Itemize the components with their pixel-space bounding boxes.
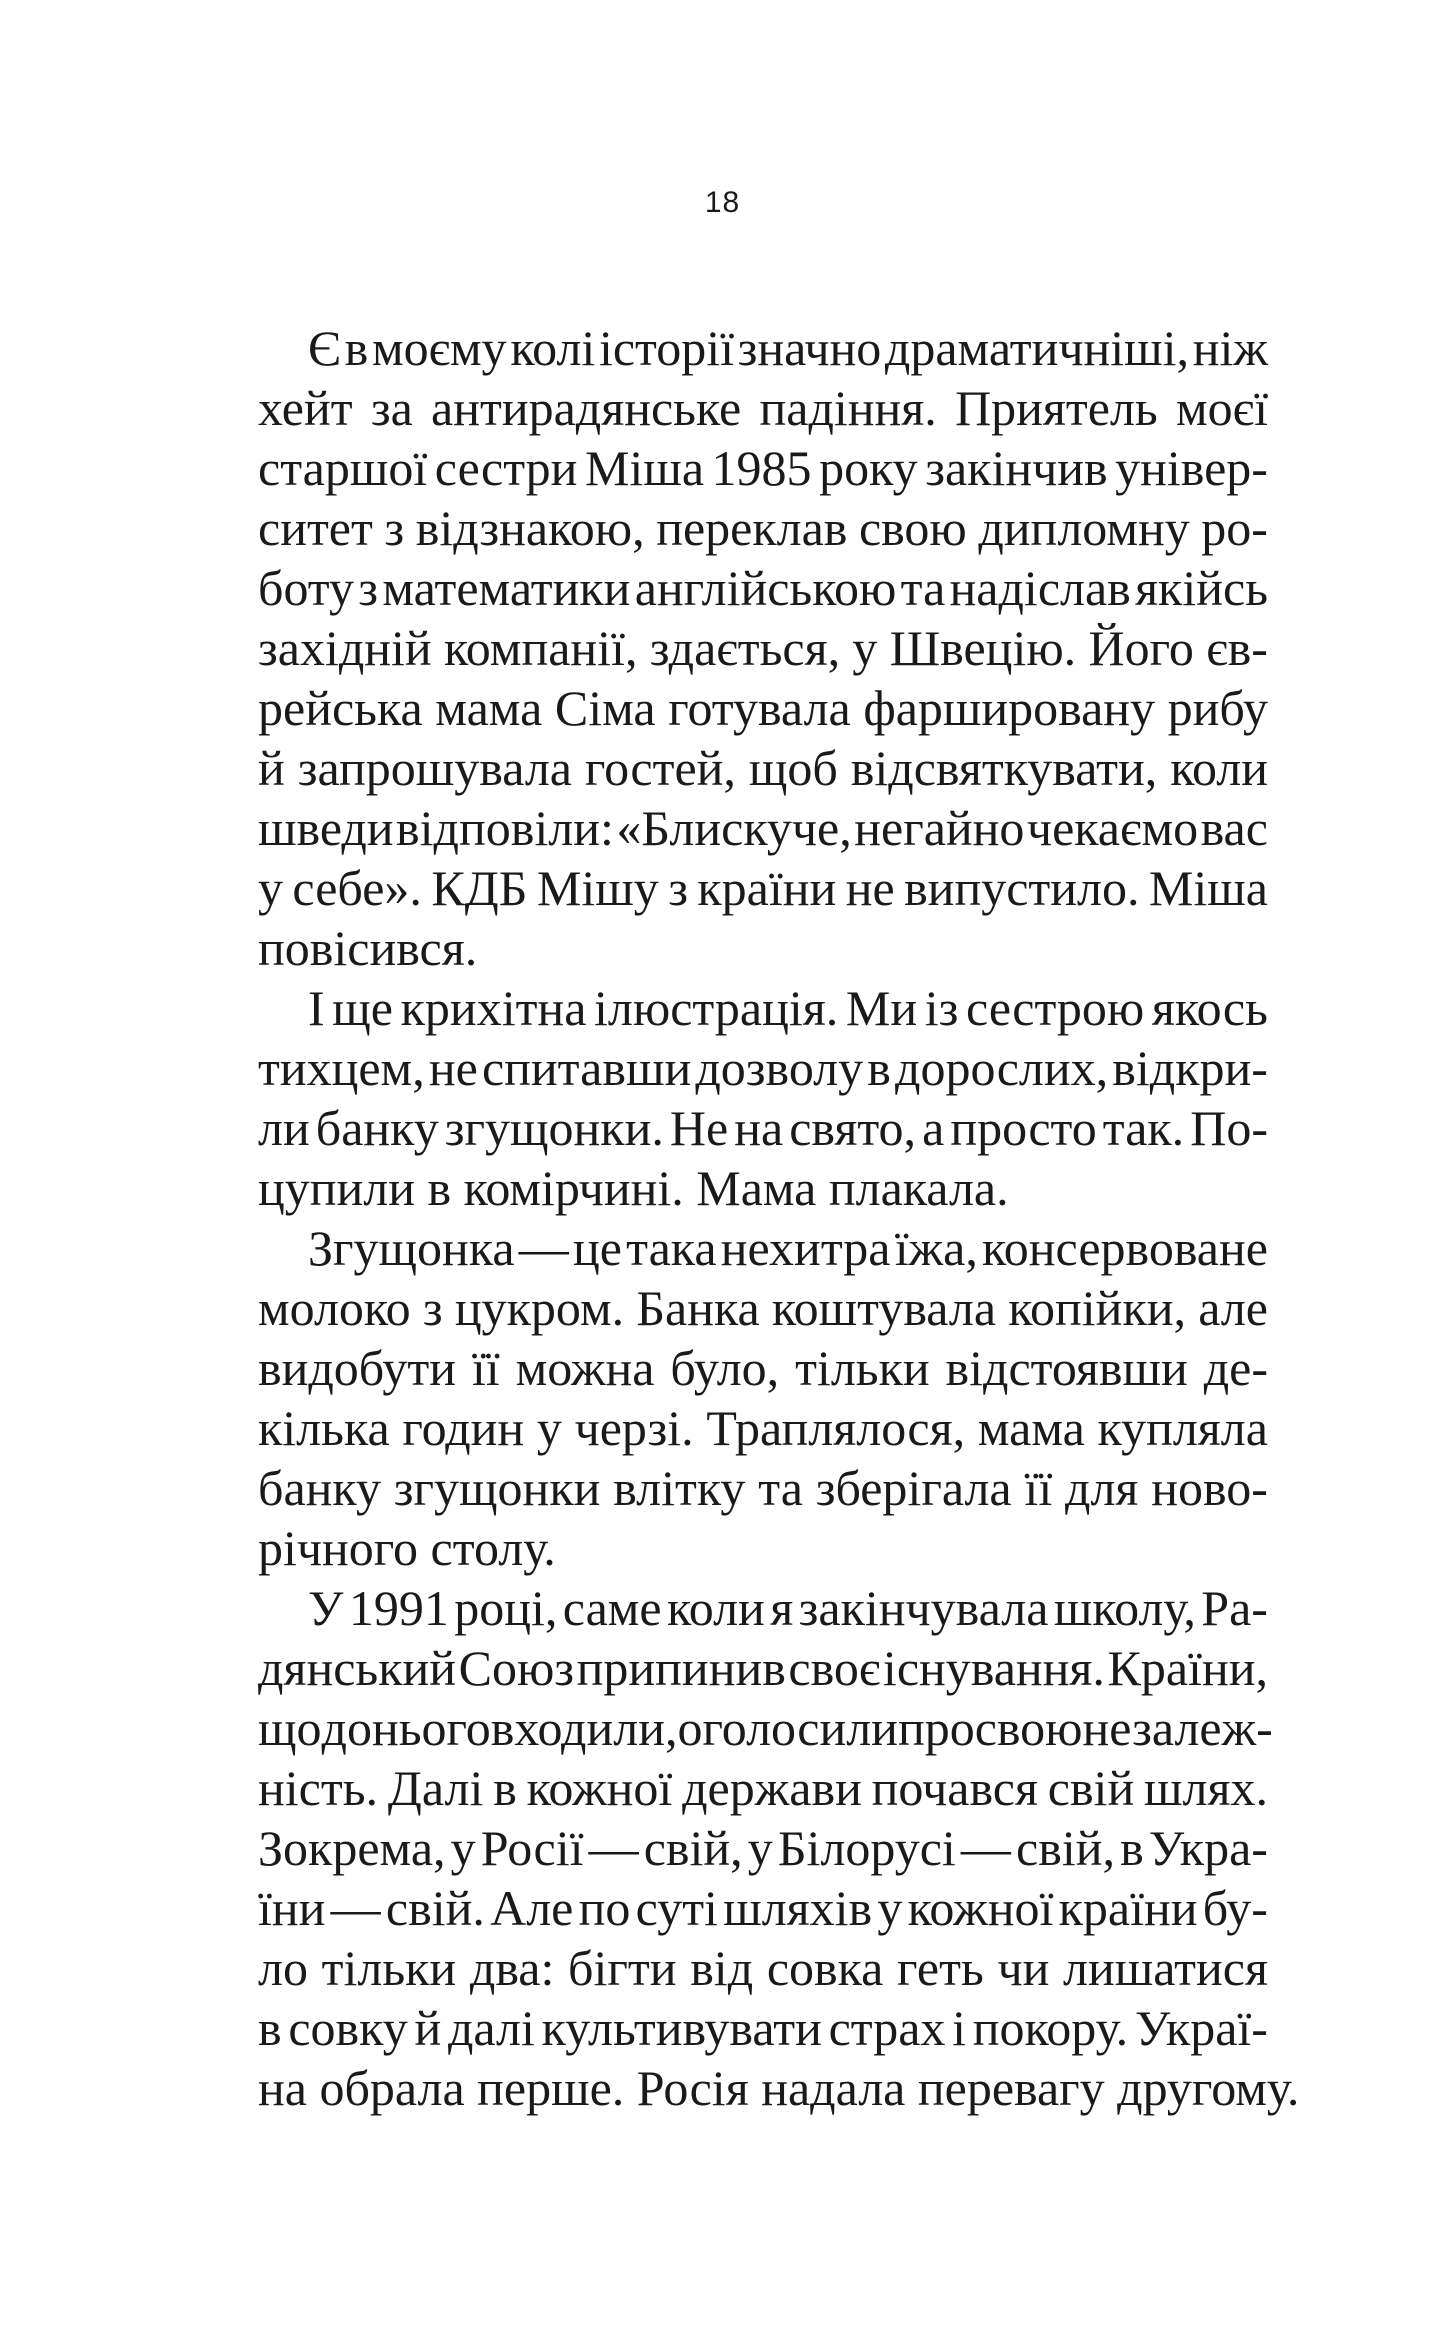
text-line: банку згущонки влітку та зберігала її для ново- (258, 1460, 1268, 1516)
text-line: молоко з цукром. Банка коштувала копійки, але (258, 1280, 1268, 1336)
text-line: цупили в комірчині. Мама плакала. (258, 1160, 1009, 1216)
paragraph (258, 978, 1268, 1218)
text-line: їни — свій. Але по суті шляхів у кожної країни бу- (258, 1880, 1268, 1936)
text-line: шведи відповіли: «Блискуче, негайно чекаємо вас (258, 800, 1268, 856)
text-line: ність. Далі в кожної держави почався свій шлях. (258, 1760, 1268, 1816)
text-line: старшої сестри Міша 1985 року закінчив універ- (258, 440, 1268, 496)
paragraph (258, 1578, 1300, 2118)
text-line: ли банку згущонки. Не на свято, а просто так. По- (258, 1100, 1268, 1156)
text-line: ситет з відзнакою, переклав свою дипломну ро- (258, 500, 1268, 556)
text-line: на обрала перше. Росія надала перевагу другому. (258, 2060, 1300, 2116)
text-line: західній компанії, здається, у Швецію. Його єв- (258, 620, 1268, 676)
text-line: боту з математики англійською та надіслав якійсь (258, 560, 1268, 616)
body-text (258, 318, 1300, 2118)
text-line: видобути її можна було, тільки відстоявши де- (258, 1340, 1268, 1396)
text-line: І ще крихітна ілюстрація. Ми із сестрою якось (308, 980, 1268, 1036)
paragraph (258, 318, 1268, 978)
text-line: тихцем, не спитавши дозволу в дорослих, відкри- (258, 1040, 1268, 1096)
text-line: кілька годин у черзі. Траплялося, мама купляла (258, 1400, 1268, 1456)
text-line: річного столу. (258, 1520, 556, 1576)
text-line: Згущонка — це така нехитра їжа, консервоване (308, 1220, 1268, 1276)
page-number: 18 (704, 186, 741, 219)
text-line: в совку й далі культивувати страх і покору. Украї- (258, 2000, 1268, 2056)
text-line: повісився. (258, 920, 478, 976)
paragraph (258, 1218, 1268, 1578)
text-line: ло тільки два: бігти від совка геть чи лишатися (258, 1940, 1268, 1996)
text-line: рейська мама Сіма готувала фаршировану рибу (258, 680, 1268, 736)
text-line: Зокрема, у Росії — свій, у Білорусі — свій, в Укра- (258, 1820, 1268, 1876)
text-line: хейт за антирадянське падіння. Приятель моєї (258, 380, 1268, 436)
text-line: дянський Союз припинив своє існування. Країни, (258, 1640, 1268, 1696)
text-line: У 1991 році, саме коли я закінчувала школу, Ра- (308, 1580, 1268, 1636)
text-line: й запрошувала гостей, щоб відсвяткувати, коли (258, 740, 1268, 796)
text-line: що до нього входили, оголосили про свою незалеж- (258, 1700, 1273, 1756)
text-line: Є в моєму колі історії значно драматичніші, ніж (308, 320, 1268, 376)
text-line: у себе». КДБ Мішу з країни не випустило. Міша (258, 860, 1268, 916)
